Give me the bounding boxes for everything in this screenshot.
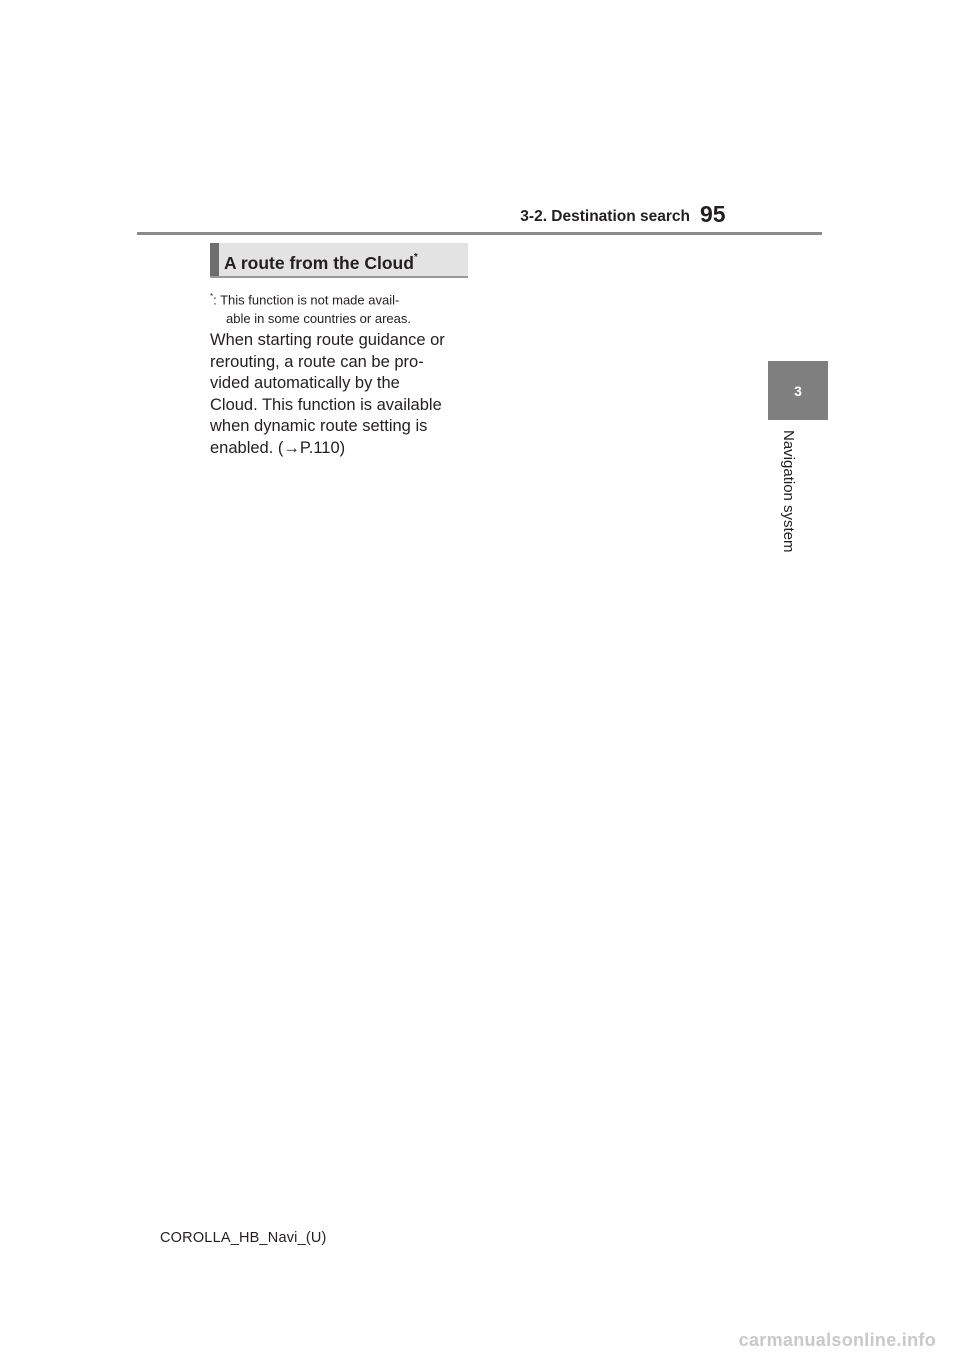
section-title: 3-2. Destination search: [520, 208, 690, 225]
footnote-marker: *: [210, 292, 214, 301]
body-paragraph: [210, 330, 480, 460]
watermark: carmanualsonline.info: [738, 1330, 936, 1350]
header-divider: [137, 232, 822, 235]
footnote-line-1: [210, 287, 470, 309]
footnote-text-1: : This function is not made avail-: [213, 292, 400, 308]
section-heading: [210, 243, 468, 278]
heading-accent-bar: [210, 243, 219, 276]
footnote: [210, 287, 470, 328]
body-line-5: when dynamic route setting is: [210, 417, 428, 436]
body-line-3: vided automatically by the: [210, 374, 400, 393]
body-line-6: enabled. (→P.110): [210, 438, 346, 457]
heading-footnote-marker: *: [413, 252, 418, 263]
document-id: COROLLA_HB_Navi_(U): [160, 1230, 327, 1246]
chapter-tab: [768, 361, 828, 420]
footnote-line-2: able in some countries or areas.: [226, 311, 411, 327]
body-line-2: rerouting, a route can be pro-: [210, 352, 424, 371]
heading-title: [224, 249, 418, 274]
page-number: 95: [700, 201, 726, 227]
body-line-1: When starting route guidance or: [210, 331, 445, 349]
chapter-label: Navigation system: [780, 430, 797, 553]
chapter-number: 3: [794, 382, 802, 399]
heading-text: A route from the Cloud: [224, 252, 414, 273]
body-line-4: Cloud. This function is available: [210, 395, 442, 414]
